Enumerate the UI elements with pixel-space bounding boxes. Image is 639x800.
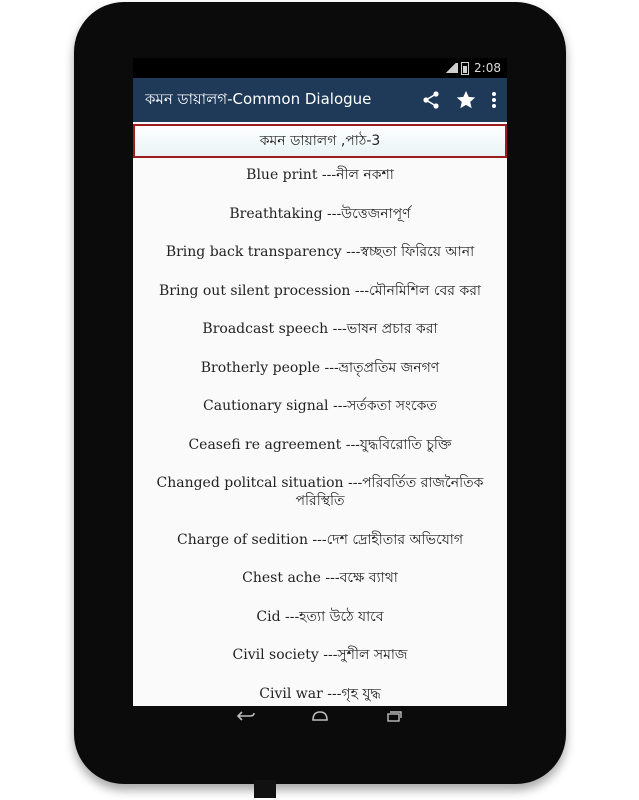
list-item[interactable]: Ceasefi re agreement ---যুদ্ধবিরোতি চুক্তি [188, 436, 452, 453]
overflow-menu-icon[interactable] [491, 91, 497, 109]
status-bar [133, 58, 507, 78]
list-item[interactable]: Blue print ---নীল নকশা [246, 167, 394, 183]
list-item[interactable]: Brotherly people ---ভ্রাতৃপ্রতিম জনগণ [200, 359, 440, 376]
list-item[interactable]: Breathtaking ---উত্তেজনাপূর্ণ [229, 205, 411, 222]
nav-bar [133, 706, 507, 726]
back-icon[interactable] [236, 710, 256, 722]
list-item[interactable]: Bring back transparency ---স্বচ্ছতা ফিরিয়ে আনা [165, 244, 475, 260]
status-time: 2:08 [474, 61, 501, 75]
list-item[interactable]: Broadcast speech ---ভাষন প্রচার করা [202, 321, 438, 337]
app-title: কমন ডায়ালগ-Common Dialogue [145, 89, 372, 108]
recents-icon[interactable] [384, 710, 404, 722]
dialogue-list[interactable] [133, 158, 507, 703]
list-item[interactable]: Charge of sedition ---দেশ দ্রোহীতার অভিযোগ [177, 531, 463, 548]
list-item[interactable]: Changed politcal situation ---পরিবর্তিত রাজনৈতিক পরিস্থিতি [156, 475, 484, 509]
star-icon[interactable] [455, 89, 477, 111]
home-icon[interactable] [310, 710, 330, 722]
battery-icon [461, 62, 469, 75]
list-item[interactable]: Chest ache ---বক্ষে ব্যাথা [242, 570, 398, 586]
list-item[interactable]: Civil war ---গৃহ যুদ্ধ [259, 685, 381, 702]
list-item[interactable]: Cid ---হত্যা উঠে যাবে [256, 608, 384, 625]
list-item[interactable]: Civil society ---সুশীল সমাজ [232, 647, 408, 663]
app-bar [133, 78, 507, 122]
device-screen [133, 58, 507, 706]
list-item[interactable]: Cautionary signal ---সর্তকতা সংকেত [203, 398, 437, 414]
lesson-header: কমন ডায়ালগ ,পাঠ-3 [133, 124, 507, 158]
list-item[interactable]: Bring out silent procession ---মৌনমিশিল বের করা [158, 282, 481, 299]
usb-cable [254, 780, 276, 798]
share-icon[interactable] [421, 90, 441, 110]
signal-icon [444, 63, 458, 73]
